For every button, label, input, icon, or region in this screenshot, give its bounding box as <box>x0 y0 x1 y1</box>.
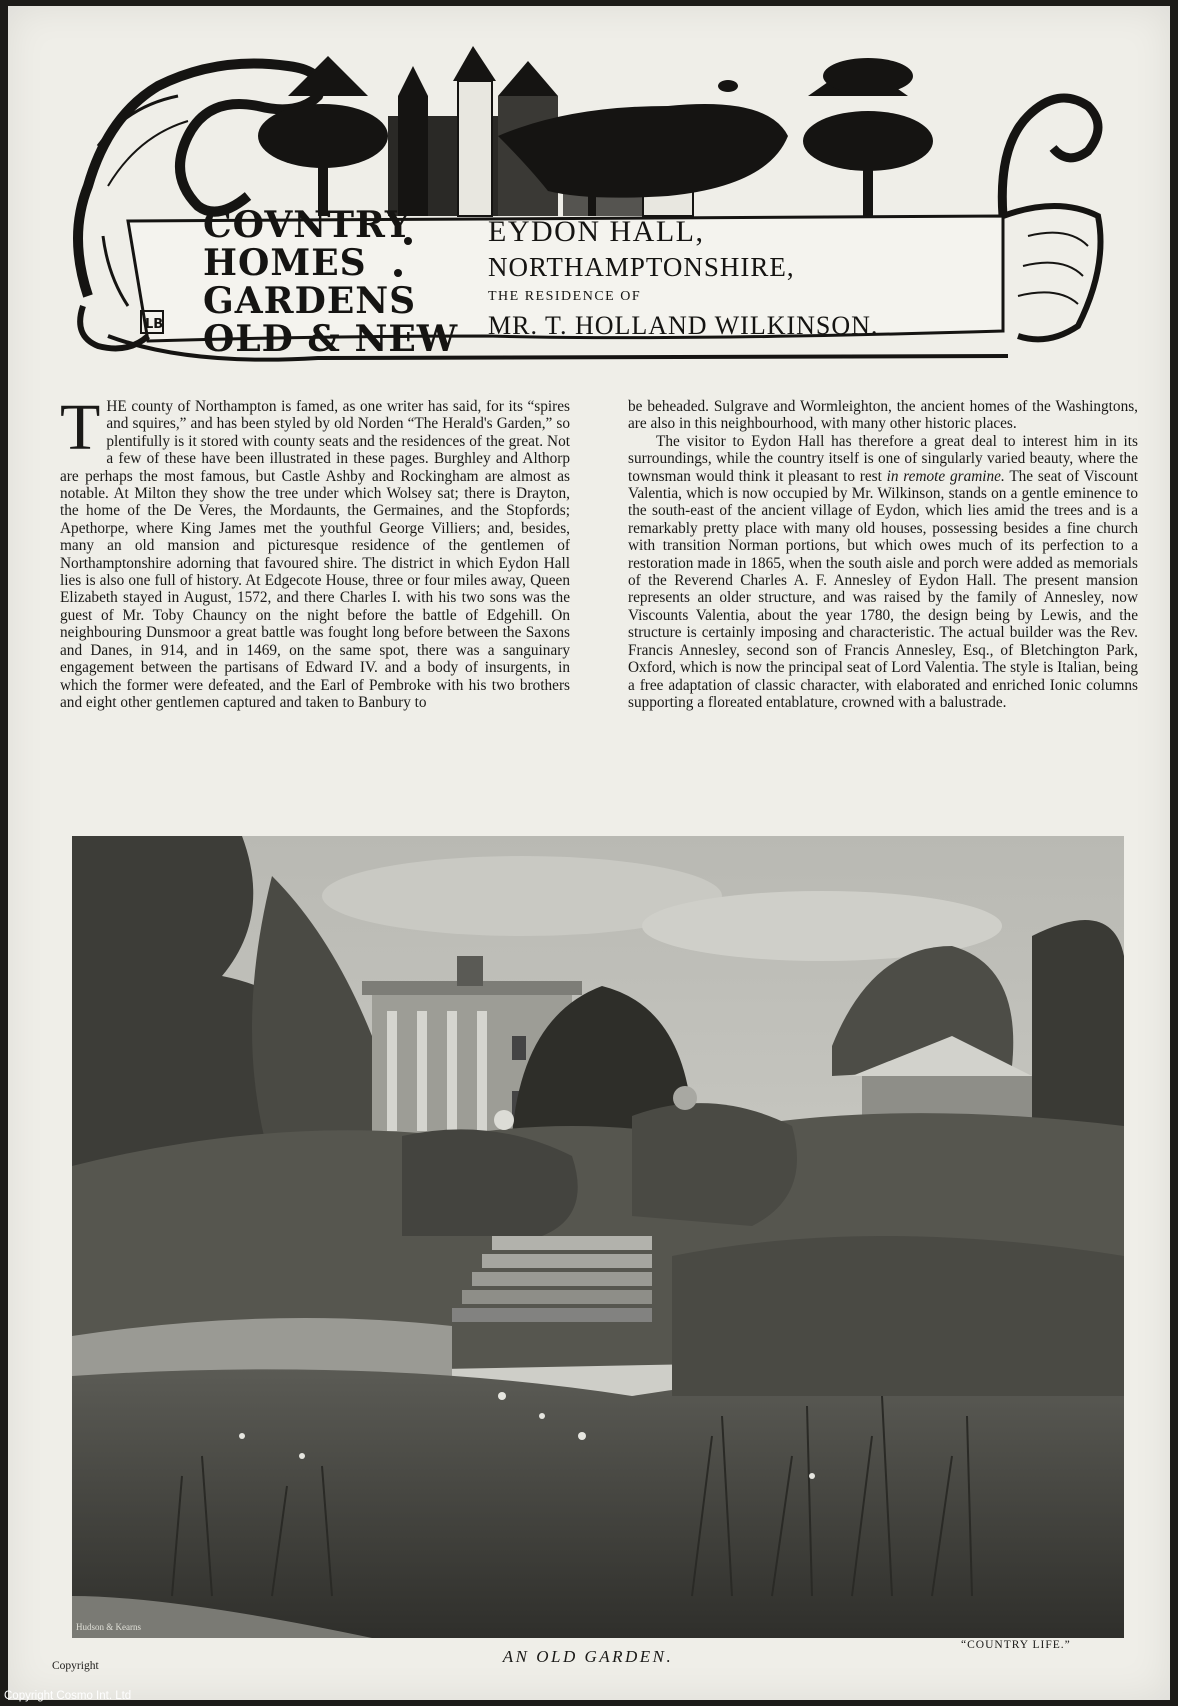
column-right-paragraph-2 <box>628 433 1138 712</box>
article-title-block <box>488 214 1008 342</box>
series-line-1: COVNTRY <box>203 204 412 246</box>
article-county: NORTHAMPTONSHIRE, <box>488 252 795 282</box>
garden-photo-illustration <box>72 836 1124 1638</box>
article-title: EYDON HALL, <box>488 215 705 248</box>
series-line-3: GARDENS <box>203 280 417 322</box>
copyright-label: Copyright <box>52 1660 99 1672</box>
paragraph-2-text-a: The visitor to Eydon Hall has therefore a great deal to interest him in its surroundings, while the country itself is one of singularly varied beauty, where the townsman would think it pleasant to rest <box>628 432 1138 485</box>
column-right-paragraph-1: be beheaded. Sulgrave and Wormleighton, the ancient homes of the Washingtons, are also in this neighbourhood, with many other historic places. <box>628 398 1138 433</box>
paragraph-2-text-b: The seat of Viscount Valentia, which is now occupied by Mr. Wilkinson, stands on a gentle eminence to the south-east of the ancient village of Eydon, which lies amid the trees and is a remarkably pretty place with many old houses, possessing besides a fine church with transition Norman portions, but which owes much of its perfection to a restoration made in 1865, when the south aisle and porch were added as memorials of the Reverend Charles A. F. Annesley of Eydon Hall. The present mansion represents an older structure, and was raised by the family of Annesley, now Viscounts Valentia, about the year 1780, the design being by Lewis, and the structure is certainly imposing and characteristic. The actual builder was the Rev. Francis Annesley, second son of Francis Annesley, Esq., of Bletchington Park, Oxford, which is now the principal seat of Lord Valentia. The style is Italian, being a free adaptation of classic character, with elaborated and enriched Ionic columns supporting a floreated entablature, crowned with a balustrade. <box>628 467 1138 711</box>
garden-photograph <box>72 836 1124 1638</box>
residence-label: THE RESIDENCE OF <box>488 289 642 304</box>
header-banner <box>68 36 1148 376</box>
owner-name: MR. T. HOLLAND WILKINSON. <box>488 311 879 340</box>
photo-caption: AN OLD GARDEN. <box>502 1647 674 1666</box>
svg-text:LB: LB <box>145 317 164 332</box>
engraver-credit: Hudson & Kearns <box>76 1622 141 1632</box>
watermark: Copyright Cosmo Int. Ltd <box>4 1690 132 1702</box>
article-column-left <box>60 391 570 711</box>
column-left-text: HE county of Northampton is famed, as one writer has said, for its “spires and squires,” and has been styled by old Norden “The Herald's Garden,” so plentifully is it stored with county seats and the residences of the great. Not a few of these have been illustrated in these pages. Burghley and Althorp are perhaps the most famous, but Castle Ashby and Rockingham are almost as notable. At Milton they show the tree under which Wolsey sat; there is Drayton, the home of the De Veres, the Mordaunts, the Germaines, and the Stopfords; Apethorpe, where King James met the youthful George Villiers; and, besides, many an old mansion and picturesque residence of the gentlemen of Northamptonshire adorning that favoured shire. The district in which Eydon Hall lies is also one full of history. At Edgecote House, three or four miles away, Queen Elizabeth stayed in August, 1572, and there Charles I. with his two sons was the guest of Mr. Toby Chauncy on the night before the battle of Edgehill. On neighbouring Dunsmoor a great battle was fought long before between the Saxons and Danes, in 914, and in 1469, on the same spot, there was a sanguinary engagement between the partisans of Edward IV. and a body of insurgents, in which the former were defeated, and the Earl of Pembroke with his two brothers and eight other gentlemen captured and taken to Banbury to <box>60 398 570 711</box>
series-line-2: HOMES <box>203 242 367 284</box>
drop-cap: T <box>60 391 101 464</box>
series-line-4: OLD & NEW <box>203 318 459 360</box>
article-column-right <box>628 398 1138 711</box>
photo-credit: “COUNTRY LIFE.” <box>961 1639 1071 1651</box>
latin-phrase: in remote gramine. <box>886 467 1005 485</box>
series-title <box>203 206 473 358</box>
magazine-page <box>8 6 1170 1700</box>
